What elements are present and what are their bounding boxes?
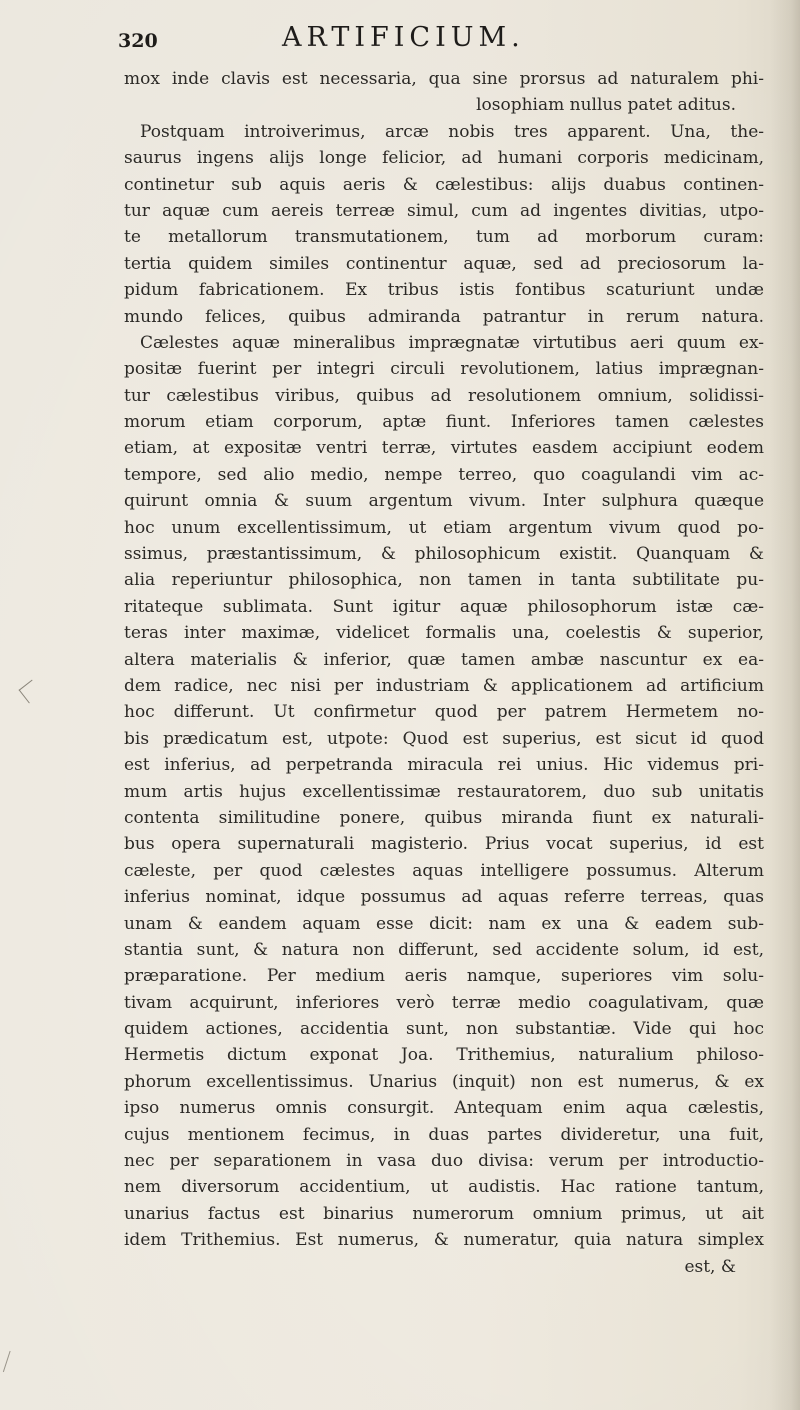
- text-line: tur aquæ cum aereis terreæ simul, cum ad ingentes divitias, utpo-: [124, 200, 764, 221]
- margin-pen-mark-bottom: [3, 1351, 20, 1375]
- text-line: unam & eandem aquam esse dicit: nam ex una & eadem sub-: [124, 913, 764, 934]
- text-line: tempore, sed alio medio, nempe terreo, quo coagulandi vim ac-: [124, 464, 764, 485]
- text-line: morum etiam corporum, aptæ fiunt. Inferiores tamen cælestes: [124, 412, 764, 433]
- margin-pen-mark: [19, 680, 43, 704]
- text-line: mundo felices, quibus admiranda patrantur in rerum natura.: [124, 306, 764, 327]
- text-line: est, &: [684, 1256, 736, 1277]
- text-line: mum artis hujus excellentissimæ restauratorem, duo sub unitatis: [124, 781, 764, 802]
- text-line: positæ fuerint per integri circuli revolutionem, latius imprægnan-: [124, 359, 764, 380]
- body-text: [124, 66, 764, 1280]
- text-line: losophiam nullus patet aditus.: [476, 95, 736, 116]
- running-head: ARTIFICIUM.: [282, 22, 525, 53]
- text-line: mox inde clavis est necessaria, qua sine prorsus ad naturalem phi-: [124, 69, 764, 89]
- text-line: bus opera supernaturali magisterio. Prius vocat superius, id est: [124, 834, 764, 855]
- text-line: stantia sunt, & natura non differunt, sed accidente solum, id est,: [124, 939, 764, 960]
- text-line: contenta similitudine ponere, quibus miranda fiunt ex naturali-: [124, 807, 764, 828]
- text-line: Hermetis dictum exponat Joa. Trithemius, naturalium philoso-: [124, 1045, 764, 1066]
- text-line: continetur sub aquis aeris & cælestibus: alijs duabus continen-: [124, 174, 764, 195]
- text-line: tur cælestibus viribus, quibus ad resolutionem omnium, solidissi-: [124, 385, 764, 406]
- text-line: te metallorum transmutationem, tum ad morborum curam:: [124, 227, 764, 248]
- text-line: Cælestes aquæ mineralibus imprægnatæ virtutibus aeri quum ex-: [140, 332, 764, 353]
- text-line: inferius nominat, idque possumus ad aquas referre terreas, quas: [124, 887, 764, 908]
- text-line: est inferius, ad perpetranda miracula rei unius. Hic videmus pri-: [124, 755, 764, 776]
- text-line: alia reperiuntur philosophica, non tamen in tanta subtilitate pu-: [124, 570, 764, 591]
- page-number: 320: [118, 30, 158, 52]
- text-line: altera materialis & inferior, quæ tamen ambæ nascuntur ex ea-: [124, 649, 764, 670]
- text-line: pidum fabricationem. Ex tribus istis fontibus scaturiunt undæ: [124, 280, 764, 301]
- text-line: cæleste, per quod cælestes aquas intelligere possumus. Alterum: [124, 860, 764, 881]
- text-line: ipso numerus omnis consurgit. Antequam enim aqua cælestis,: [124, 1098, 764, 1119]
- text-line: ritateque sublimata. Sunt igitur aquæ philosophorum istæ cæ-: [124, 596, 764, 617]
- text-line: tivam acquirunt, inferiores verò terræ medio coagulativam, quæ: [124, 992, 764, 1013]
- text-line: quidem actiones, accidentia sunt, non substantiæ. Vide qui hoc: [124, 1019, 764, 1040]
- text-line: Postquam introiverimus, arcæ nobis tres apparent. Una, the-: [140, 121, 764, 142]
- text-line: præparatione. Per medium aeris namque, superiores vim solu-: [124, 966, 764, 987]
- text-line: idem Trithemius. Est numerus, & numeratur, quia natura simplex: [124, 1230, 764, 1251]
- text-line: dem radice, nec nisi per industriam & applicationem ad artificium: [124, 675, 764, 696]
- text-line: bis prædicatum est, utpote: Quod est superius, est sicut id quod: [124, 728, 764, 749]
- text-line: phorum excellentissimus. Unarius (inquit) non est numerus, & ex: [124, 1071, 764, 1092]
- text-line: quirunt omnia & suum argentum vivum. Inter sulphura quæque: [124, 491, 764, 512]
- text-line: ssimus, præstantissimum, & philosophicum existit. Quanquam &: [124, 544, 764, 565]
- text-line: hoc unum excellentissimum, ut etiam argentum vivum quod po-: [124, 517, 764, 538]
- text-line: nem diversorum accidentium, ut audistis. Hac ratione tantum,: [124, 1177, 764, 1198]
- text-line: tertia quidem similes continentur aquæ, sed ad preciosorum la-: [124, 253, 764, 274]
- text-line: cujus mentionem fecimus, in duas partes divideretur, una fuit,: [124, 1124, 764, 1145]
- text-line: saurus ingens alijs longe felicior, ad humani corporis medicinam,: [124, 148, 764, 169]
- text-line: teras inter maximæ, videlicet formalis una, coelestis & superior,: [124, 623, 764, 644]
- text-line: hoc differunt. Ut confirmetur quod per patrem Hermetem no-: [124, 702, 764, 723]
- page-header: [118, 22, 738, 66]
- text-line: etiam, at expositæ ventri terræ, virtutes easdem accipiunt eodem: [124, 438, 764, 459]
- text-line: unarius factus est binarius numerorum omnium primus, ut ait: [124, 1203, 764, 1224]
- page-edge-shadow: [770, 0, 800, 1410]
- text-line: nec per separationem in vasa duo divisa: verum per introductio-: [124, 1151, 764, 1172]
